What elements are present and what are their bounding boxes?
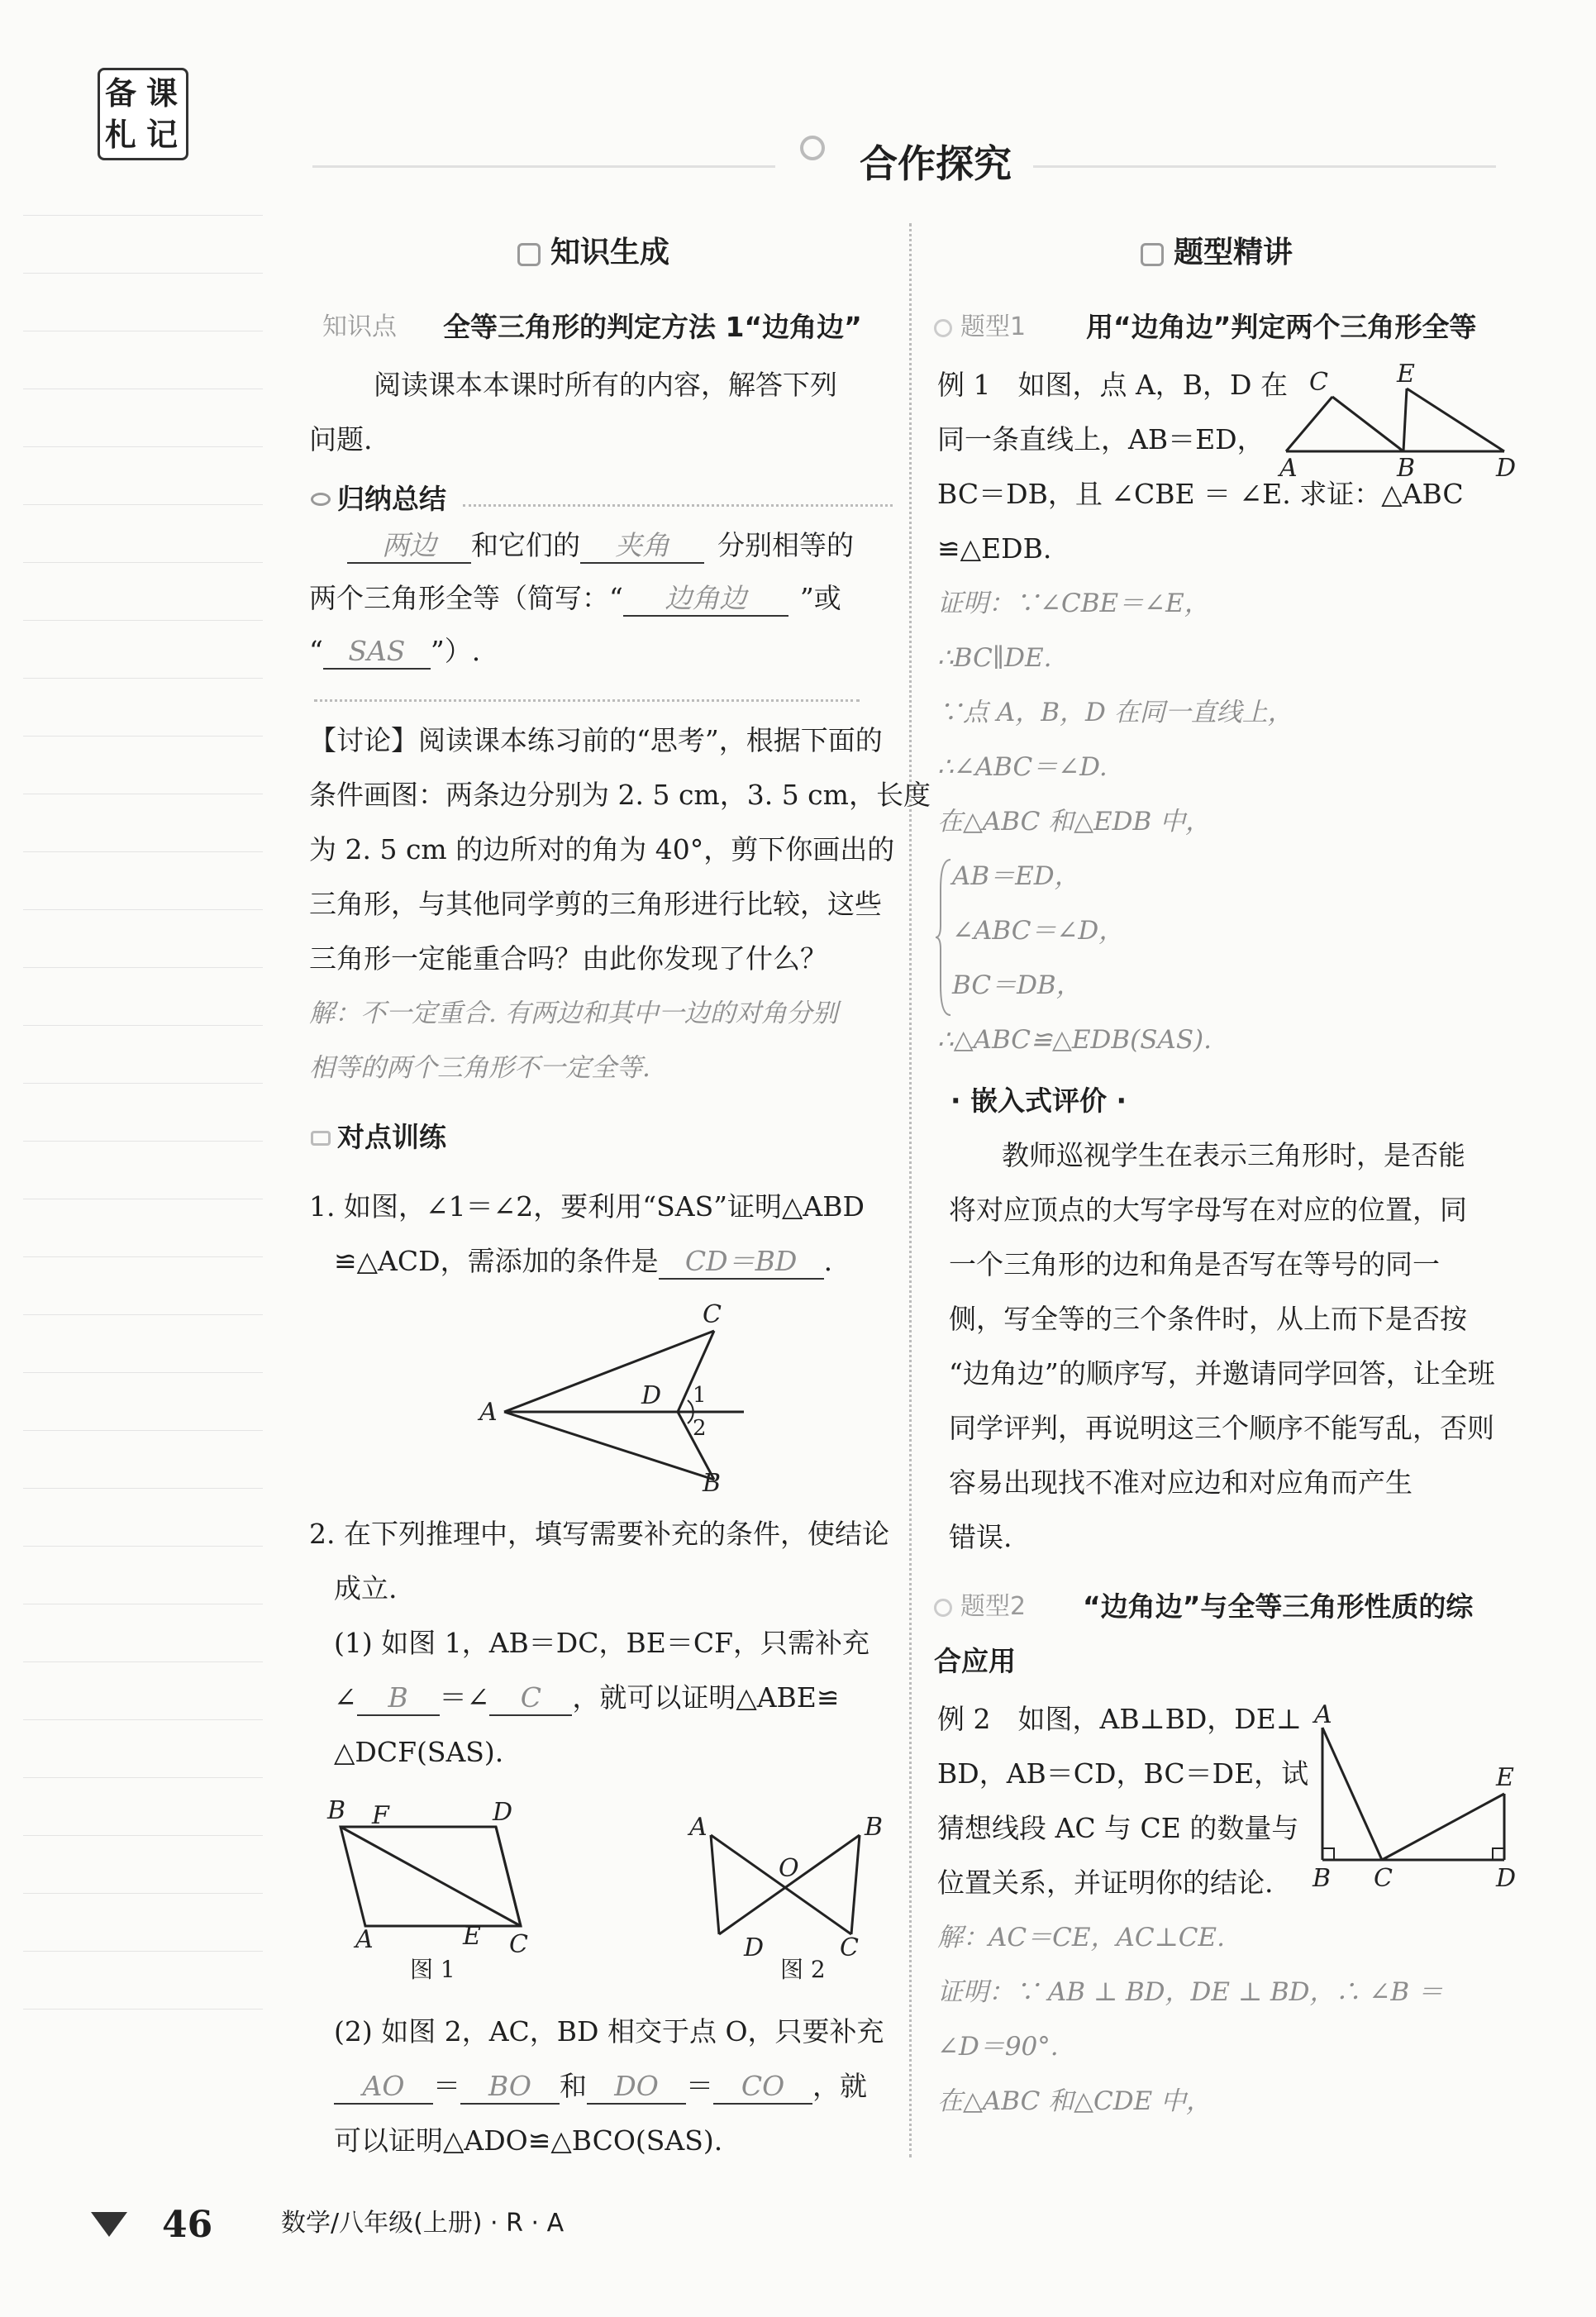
eval-line: 侧，写全等的三个条件时，从上而下是否按 — [949, 1303, 1467, 1335]
ex2-text: 例 2 如图，AB⊥BD，DE⊥ — [937, 1703, 1302, 1735]
blank-answer: DO — [587, 2070, 686, 2105]
proof-line: 证明：∵ AB ⊥ BD，DE ⊥ BD，∴ ∠B ＝ — [937, 1977, 1443, 2007]
q2-text: 和 — [560, 2070, 587, 2102]
proof-line: AB＝ED， — [952, 861, 1080, 891]
book-info: 数学/八年级(上册) · R · A — [281, 2209, 565, 2238]
label-d: D — [744, 1933, 765, 1962]
pencil-icon — [311, 493, 331, 506]
book-icon — [517, 243, 541, 266]
tag-icon — [934, 1599, 952, 1617]
figure-2-caption: 图 2 — [780, 1956, 826, 1983]
discuss-line: 【讨论】阅读课本练习前的“思考”，根据下面的 — [309, 724, 883, 756]
knowledge-tag: 知识点 — [322, 312, 397, 341]
summary-line-1 — [347, 529, 854, 564]
eval-line: 将对应顶点的大写字母写在对应的位置，同 — [949, 1194, 1467, 1226]
proof-line: ∠ABC＝∠D， — [952, 916, 1125, 946]
label-b: B — [865, 1813, 884, 1842]
label-a: A — [689, 1813, 707, 1842]
blank-answer: 两边 — [347, 529, 471, 564]
discuss-line: 三角形一定能重合吗？由此你发现了什么？ — [309, 942, 827, 975]
q2-text: ＝ — [433, 2070, 460, 2102]
proof-line: 在△ABC 和△CDE 中， — [937, 2086, 1212, 2116]
q2-p2-line2 — [334, 2070, 867, 2105]
read-text: 阅读课本本课时所有的内容，解答下列 — [374, 369, 837, 401]
eval-line: “边角边”的顺序写，并邀请同学回答，让全班 — [949, 1357, 1495, 1390]
discuss-line: 三角形，与其他同学剪的三角形进行比较，这些 — [309, 888, 882, 920]
stamp-char: 记 — [146, 117, 179, 153]
label-b: B — [1397, 454, 1416, 481]
proof-line: ∵点 A，B，D 在同一直线上， — [937, 698, 1293, 727]
figure-1 — [322, 1794, 554, 1984]
label-c: C — [840, 1933, 859, 1962]
summary-text: ”或 — [799, 582, 841, 614]
summary-text: 两个三角形全等（简写：“ — [309, 582, 623, 614]
type1-tag: 题型1 — [960, 312, 1027, 341]
stamp-char: 札 — [105, 117, 137, 153]
book-icon — [1141, 243, 1164, 266]
summary-text: “ — [309, 635, 323, 667]
label-e: E — [1397, 360, 1415, 389]
label-d: D — [641, 1381, 662, 1410]
label-a: A — [1314, 1703, 1332, 1729]
label-2: 2 — [693, 1416, 707, 1441]
read-text: 问题. — [309, 423, 373, 455]
summary-line-3 — [309, 635, 480, 670]
right-angle-d — [1493, 1848, 1504, 1860]
figure-2 — [678, 1810, 893, 1984]
ex2-answer: 解：AC＝CE，AC⊥CE. — [937, 1923, 1225, 1952]
stamp-char: 备 — [105, 75, 137, 112]
segment-ac — [1286, 397, 1332, 451]
label-c: C — [509, 1930, 528, 1959]
label-d: D — [1496, 1864, 1517, 1893]
q1-text: . — [823, 1245, 833, 1277]
label-a: A — [1279, 454, 1298, 481]
page-title: 合作探究 — [860, 141, 1012, 186]
blank-answer: AO — [334, 2070, 433, 2105]
proof-line: 证明：∵∠CBE＝∠E， — [937, 589, 1210, 618]
ex2-figure — [1298, 1703, 1521, 1909]
q2-text: ∠ — [334, 1681, 357, 1714]
label-c: C — [703, 1300, 722, 1329]
blank-answer: CD＝BD — [659, 1245, 824, 1280]
q2-text: 成立. — [334, 1572, 398, 1604]
q2-p2-text: (2) 如图 2，AC，BD 相交于点 O，只要补充 — [334, 2015, 884, 2048]
segment-bd — [719, 1835, 860, 1934]
eval-line: 一个三角形的边和角是否写在等号的同一 — [949, 1248, 1440, 1280]
q1-text-2 — [334, 1245, 832, 1280]
segment-ac — [711, 1835, 851, 1934]
summary-line-2 — [309, 582, 841, 617]
discuss-line: 条件画图：两条边分别为 2. 5 cm，3. 5 cm，长度 — [309, 779, 931, 811]
blank-answer: B — [357, 1681, 440, 1716]
ex1-text: 例 1 如图，点 A，B，D 在 — [937, 369, 1289, 401]
label-e: E — [463, 1922, 481, 1951]
type2-title: 合应用 — [934, 1645, 1016, 1677]
label-o: O — [779, 1854, 799, 1883]
proof-line: 在△ABC 和△EDB 中， — [937, 807, 1212, 837]
stamp-char: 课 — [146, 75, 179, 112]
eval-line: 错误. — [949, 1521, 1012, 1553]
title-bar-left-line — [312, 165, 775, 168]
label-c: C — [1309, 368, 1328, 397]
summary-bottom-rule — [314, 699, 860, 702]
type1-title: 用“边角边”判定两个三角形全等 — [1086, 311, 1477, 343]
diag-be — [341, 1827, 521, 1926]
q2-p1-line2 — [334, 1681, 840, 1716]
right-angle-b — [1322, 1848, 1334, 1860]
segment-cb — [1332, 397, 1403, 451]
q2-text: ，就 — [812, 2070, 867, 2102]
blank-answer: 夹角 — [580, 529, 704, 564]
title-bar-right-line — [1033, 165, 1496, 168]
label-d: D — [493, 1798, 513, 1827]
figure-1-caption: 图 1 — [410, 1956, 455, 1983]
label-d: D — [1496, 454, 1517, 481]
segment-ed — [1407, 389, 1504, 451]
q2-text: ，就可以证明△ABE≌ — [572, 1681, 840, 1714]
discuss-line: 为 2. 5 cm 的边所对的角为 40°，剪下你画出的 — [309, 833, 895, 865]
footer-ornament-icon — [91, 2212, 127, 2237]
proof-line: ∴∠ABC＝∠D. — [937, 752, 1108, 782]
practice-title: 对点训练 — [337, 1121, 446, 1153]
segment-be — [1403, 389, 1407, 451]
segment-ce — [1382, 1794, 1504, 1860]
ex1-text: BC＝DB，且 ∠CBE ＝ ∠E. 求证：△ABC — [937, 478, 1464, 510]
eval-title: · 嵌入式评价 · — [950, 1085, 1127, 1117]
proof-line: ∴BC∥DE. — [937, 643, 1052, 673]
summary-text: 和它们的 — [471, 529, 580, 561]
label-e: E — [1496, 1763, 1514, 1792]
blank-answer: C — [489, 1681, 572, 1716]
ex1-text: ≌△EDB. — [937, 532, 1052, 565]
q2-p1-text: △DCF(SAS). — [334, 1736, 504, 1768]
blank-answer: SAS — [323, 635, 431, 670]
q2-text: 2. 在下列推理中，填写需要补充的条件，使结论 — [309, 1518, 889, 1550]
column-divider — [909, 223, 912, 2157]
ex1-text: 同一条直线上，AB＝ED， — [937, 423, 1265, 455]
q2-text: ＝∠ — [439, 1681, 490, 1714]
q2-p2-text: 可以证明△ADO≌△BCO(SAS). — [334, 2124, 723, 2157]
magnifier-icon — [800, 136, 825, 160]
q1-text: 1. 如图，∠1＝∠2，要利用“SAS”证明△ABD — [309, 1190, 865, 1223]
eval-line: 容易出现找不准对应边和对应角而产生 — [949, 1466, 1413, 1499]
blank-answer: CO — [713, 2070, 812, 2105]
q1-figure — [471, 1298, 769, 1496]
ex2-text: BD，AB＝CD，BC＝DE，试 — [937, 1757, 1309, 1790]
tag-icon — [934, 319, 952, 337]
q2-p1-text: (1) 如图 1，AB＝DC，BE＝CF，只需补充 — [334, 1627, 869, 1659]
label-a: A — [355, 1925, 374, 1954]
knowledge-title: 全等三角形的判定方法 1“边角边” — [443, 311, 862, 343]
pencil-icon — [311, 1131, 331, 1146]
eval-line: 同学评判，再说明这三个顺序不能写乱，否则 — [949, 1412, 1494, 1444]
segment-dc — [496, 1827, 521, 1926]
blank-answer: BO — [460, 2070, 560, 2105]
segment-bc — [851, 1835, 860, 1934]
label-f: F — [372, 1801, 389, 1830]
page-number: 46 — [162, 2204, 213, 2246]
segment-ad — [711, 1835, 719, 1934]
discuss-answer: 相等的两个三角形不一定全等. — [309, 1053, 650, 1083]
section-title-types: 题型精讲 — [1174, 236, 1293, 269]
type2-title: “边角边”与全等三角形性质的综 — [1083, 1590, 1474, 1623]
note-stamp — [98, 68, 188, 160]
summary-text: 分别相等的 — [717, 529, 854, 561]
ex2-text: 猜想线段 AC 与 CE 的数量与 — [937, 1812, 1299, 1844]
q1-text: ≌△ACD，需添加的条件是 — [334, 1245, 659, 1277]
label-b: B — [327, 1796, 346, 1825]
ex2-text: 位置关系，并证明你的结论. — [937, 1866, 1274, 1899]
proof-line: ∴△ABC≌△EDB(SAS). — [937, 1025, 1212, 1055]
proof-line: BC＝DB， — [952, 970, 1082, 1000]
label-a: A — [479, 1398, 498, 1427]
q2-text: ＝ — [686, 2070, 713, 2102]
type2-tag: 题型2 — [960, 1592, 1027, 1621]
proof-line: ∠D＝90°. — [937, 2032, 1059, 2062]
label-1: 1 — [693, 1383, 707, 1408]
label-b: B — [1313, 1864, 1332, 1893]
label-b: B — [703, 1469, 722, 1496]
section-title-knowledge: 知识生成 — [550, 236, 670, 269]
summary-top-rule — [463, 504, 893, 507]
segment-ac — [1322, 1728, 1382, 1860]
brace — [936, 856, 952, 1018]
eval-line: 教师巡视学生在表示三角形时，是否能 — [1002, 1139, 1465, 1171]
discuss-answer: 解：不一定重合. 有两边和其中一边的对角分别 — [309, 999, 838, 1028]
blank-answer: 边角边 — [623, 582, 788, 617]
ex1-figure — [1273, 360, 1521, 481]
summary-title: 归纳总结 — [337, 483, 446, 515]
label-c: C — [1374, 1864, 1393, 1893]
summary-text: ”）. — [430, 635, 481, 667]
